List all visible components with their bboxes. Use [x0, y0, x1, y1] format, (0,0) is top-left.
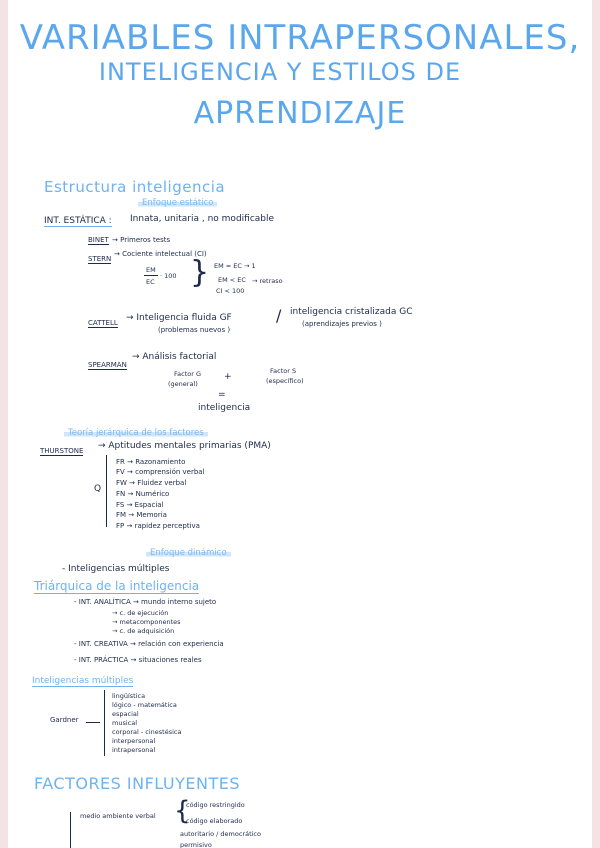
heading-estructura: Estructura inteligencia [44, 178, 226, 196]
heading-factores: FACTORES INFLUYENTES [34, 774, 241, 793]
binet-text: → Primeros tests [112, 236, 171, 244]
multiples-item: espacial [112, 710, 139, 718]
equals-sign: = [218, 390, 226, 400]
fraction-line [144, 275, 158, 276]
ci-lt-100: CI < 100 [216, 287, 245, 295]
slash-divider: / [276, 306, 282, 325]
factor-item: FR → Razonamiento [116, 458, 186, 466]
multiples-item: lingüística [112, 692, 146, 700]
analitica-item: → metacomponentes [112, 618, 181, 626]
spearman-text: → Análisis factorial [132, 352, 217, 362]
gc-text: inteligencia cristalizada GC [290, 307, 413, 317]
em-ec-eq: EM = EC → 1 [214, 262, 256, 270]
thurstone-text: → Aptitudes mentales primarias (PMA) [98, 441, 271, 451]
int-practica: - INT. PRÁCTICA → situaciones reales [74, 656, 202, 664]
int-analitica: - INT. ANALÍTICA → mundo interno sujeto [74, 598, 217, 606]
inteligencia-result: inteligencia [198, 403, 251, 413]
retraso-text: → retraso [252, 277, 283, 285]
factor-item: FW → Fluidez verbal [116, 479, 187, 487]
factor-list-hook: Q [94, 484, 102, 494]
em-lt-ec: EM < EC [218, 276, 246, 284]
factor-g-sub: (general) [168, 380, 198, 388]
thurstone-label: THURSTONE [40, 447, 84, 455]
subheading-enfoque-estatico: Enfoque estático [138, 198, 217, 208]
int-creativa: - INT. CREATIVA → relación con experiencia [74, 640, 224, 648]
multiples-item: intrapersonal [112, 746, 156, 754]
plus-sign: + [224, 372, 232, 382]
analitica-item: → c. de ejecución [112, 609, 169, 617]
int-estatica-text: Innata, unitaria , no modificable [130, 214, 275, 224]
analitica-item: → c. de adquisición [112, 627, 175, 635]
subheading-triarquica: Triárquica de la inteligencia [34, 579, 200, 593]
spearman-label: SPEARMAN [88, 361, 127, 369]
subheading-enfoque-dinamico: Enfoque dinámico [146, 548, 231, 558]
medio-ambiente: medio ambiente verbal [80, 812, 156, 820]
stern-text: → Cociente intelectual (CI) [114, 250, 207, 258]
factor-item: FM → Memoria [116, 511, 167, 519]
factores-list-line [70, 812, 71, 848]
brace-stern: } [190, 255, 210, 290]
codigo-restringido: código restringido [186, 801, 245, 809]
multiples-list-line [104, 690, 105, 756]
gf-sub: (problemas nuevos ) [158, 326, 231, 334]
ratio-mult: · 100 [160, 272, 177, 280]
permisivo: permisivo [180, 841, 212, 848]
multiples-item: corporal - cinestésica [112, 728, 182, 736]
binet-label: BINET [88, 236, 109, 244]
multiples-item: - Inteligencias múltiples [62, 564, 170, 574]
notes-page [8, 0, 592, 848]
multiples-item: musical [112, 719, 138, 727]
ratio-bottom: EC [146, 278, 155, 286]
multiples-item: lógico - matemática [112, 701, 177, 709]
subheading-multiples: Inteligencias múltiples [32, 676, 134, 686]
brace-medio: { [174, 796, 191, 826]
factor-item: FP → rapidez perceptiva [116, 522, 200, 530]
factor-list-line [106, 455, 107, 527]
stern-label: STERN [88, 255, 112, 263]
gc-sub: (aprendizajes previos ) [302, 320, 382, 328]
multiples-item: interpersonal [112, 737, 156, 745]
factor-item: FN → Numérico [116, 490, 170, 498]
gf-text: → Inteligencia fluida GF [126, 313, 232, 323]
cattell-label: CATTELL [88, 319, 118, 327]
title-line-1: VARIABLES INTRAPERSONALES, [19, 18, 581, 58]
subheading-jerarquica: Teoría jerárquica de los factores [64, 428, 208, 438]
codigo-elaborado: código elaborado [186, 817, 243, 825]
factor-item: FV → comprensión verbal [116, 468, 205, 476]
title-line-2: INTELIGENCIA Y ESTILOS DE [98, 58, 462, 86]
gardner-label: Gardner [50, 716, 79, 724]
factor-s-sub: (específico) [266, 377, 304, 385]
int-estatica-label: INT. ESTÁTICA : [44, 216, 112, 226]
autoritario-democratico: autoritario / democrático [180, 830, 261, 838]
factor-item: FS → Espacial [116, 501, 164, 509]
factor-s: Factor S [270, 367, 297, 375]
title-line-3: APRENDIZAJE [193, 96, 407, 131]
ratio-top: EM [146, 266, 156, 274]
gardner-connector [86, 722, 100, 723]
factor-g: Factor G [174, 370, 201, 378]
